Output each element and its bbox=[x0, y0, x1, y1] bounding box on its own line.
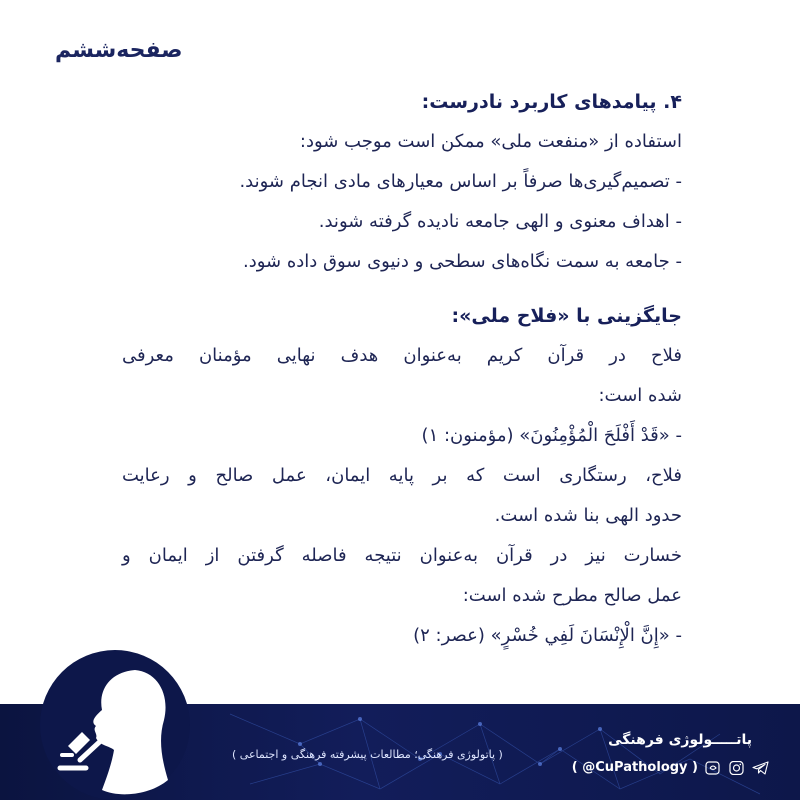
quran-quote: - «قَدْ أَفْلَحَ الْمُؤْمِنُونَ» (مؤمنون: ۱) bbox=[421, 425, 682, 446]
brand-handle-row[interactable] bbox=[572, 760, 770, 775]
paragraph-line: فلاح در قرآن کریم به‌عنوان هدف نهایی مؤمنان معرفی bbox=[122, 345, 682, 366]
section-heading-consequences: ۴. پیامدهای کاربرد نادرست: bbox=[421, 91, 682, 113]
paragraph-line: خسارت نیز در قرآن به‌عنوان نتیجه فاصله گرفتن از ایمان و bbox=[122, 545, 682, 566]
quran-quote: - «إِنَّ الْإِنْسَانَ لَفِي خُسْرٍ» (عصر: ۲) bbox=[413, 625, 682, 646]
paragraph-line: عمل صالح مطرح شده است: bbox=[462, 585, 682, 606]
brand-logo bbox=[40, 650, 190, 800]
section-heading-replacement: جایگزینی با «فلاح ملی»: bbox=[451, 305, 682, 327]
bullet-line: - جامعه به سمت نگاه‌های سطحی و دنیوی سوق داده شود. bbox=[243, 251, 682, 272]
footer-caption: ( پاتولوژی فرهنگی؛ مطالعات پیشرفته فرهنگی و اجتماعی ) bbox=[232, 748, 503, 761]
paragraph-line: شده است: bbox=[598, 385, 682, 406]
paragraph-line: حدود الهی بنا شده است. bbox=[494, 505, 682, 526]
bullet-line: - اهداف معنوی و الهی جامعه نادیده گرفته شوند. bbox=[318, 211, 682, 232]
handle-text[interactable]: ( @CuPathology ) bbox=[571, 760, 698, 775]
brand-name: پاتـــــولوژی فرهنگی bbox=[608, 732, 752, 748]
telegram-icon[interactable] bbox=[752, 761, 770, 775]
page-label: صفحه‌ششم bbox=[55, 38, 183, 63]
eitaa-icon[interactable] bbox=[704, 761, 722, 775]
instagram-icon[interactable] bbox=[728, 761, 746, 775]
paragraph-line: استفاده از «منفعت ملی» ممکن است موجب شود: bbox=[299, 131, 682, 152]
paragraph-line: فلاح، رستگاری است که بر پایه ایمان، عمل صالح و رعایت bbox=[122, 465, 682, 486]
bullet-line: - تصمیم‌گیری‌ها صرفاً بر اساس معیارهای مادی انجام شوند. bbox=[239, 171, 682, 192]
main-content bbox=[122, 82, 682, 656]
